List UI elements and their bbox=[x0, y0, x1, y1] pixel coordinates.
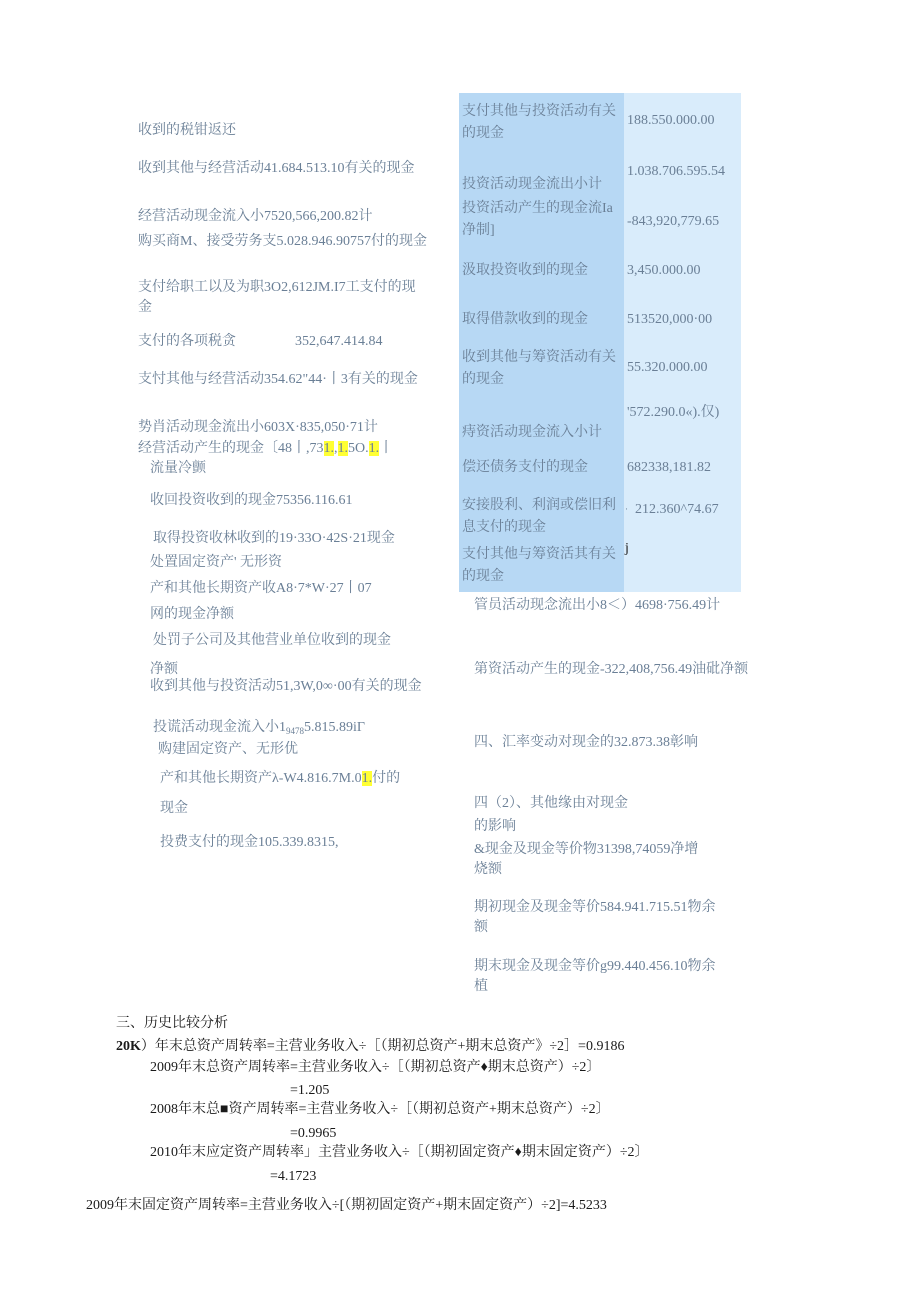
table-row-value: -843,920,779.65 bbox=[627, 214, 720, 229]
table-row-label: 偿还债务支付的现金 bbox=[462, 460, 588, 475]
line-net-amount: 净额 bbox=[150, 662, 178, 677]
table-row-label: 安接股利、利润或偿旧利息支付的现金 bbox=[462, 498, 616, 535]
formula-line: 2009年末总资产周转率=主营业务收入÷［（期初总资产♦期末总资产）÷2〕 bbox=[150, 1060, 601, 1075]
formula-line bbox=[116, 1037, 624, 1057]
line-investment-recovered: 收回投资收到的现金75356.116.61 bbox=[150, 493, 353, 508]
line-goods-services-paid: 购买商M、接受劳务支5.028.946.90757付的现金 bbox=[138, 234, 427, 249]
table-row-value: '572.290.0«).仅) bbox=[627, 405, 720, 420]
line-operating-net-cash bbox=[138, 439, 393, 459]
table-row-label: 投资活动现金流出小计 bbox=[462, 177, 602, 192]
text-fragment: ）年末总资产周转率=主营业务收入÷［（期初总资产+期末总资产》÷2］=0.9186 bbox=[140, 1039, 625, 1054]
table-row-label: 汲取投资收到的现金 bbox=[462, 263, 588, 278]
text-fragment: , bbox=[334, 441, 338, 456]
table-row-value: 188.550.000.00 bbox=[627, 113, 715, 128]
line-long-term-assets-received: 产和其他长期资产收A8·7*W·27丨07 bbox=[150, 581, 372, 596]
line-other-reasons-effect: 四（2）、其他缘由对现金 bbox=[474, 796, 628, 811]
line-construction-fixed-assets: 购建固定资产、无形优 bbox=[158, 742, 298, 757]
line-exchange-rate-effect: 四、汇率变动对现金的32.873.38彰响 bbox=[474, 735, 698, 750]
investing-financing-table bbox=[459, 93, 741, 592]
line-tax-refund: 收到的税钳返还 bbox=[138, 123, 236, 138]
table-row-value: 55.320.000.00 bbox=[627, 360, 708, 375]
formula-result: =4.1723 bbox=[270, 1169, 317, 1184]
line-investment-income: 取得投资收林收到的19·33O·42S·21现金 bbox=[153, 531, 395, 546]
table-row-label: 投资活动产生的现金流Ia净制] bbox=[462, 201, 613, 238]
table-row-label: 取得借款收到的现金 bbox=[462, 312, 588, 327]
line-financing-net-cash: 第资活动产生的现金-322,408,756.49油砒净额 bbox=[474, 662, 749, 677]
table-row-value: 513520,000·00 bbox=[627, 312, 713, 327]
line-cash: 现金 bbox=[160, 801, 188, 816]
table-row-value: j bbox=[625, 541, 629, 556]
section-heading: 三、历史比较分析 bbox=[116, 1016, 228, 1031]
line-operating-inflow-subtotal: 经营活动现金流入小7520,566,200.82计 bbox=[138, 209, 373, 224]
text-fragment: 5.815.89iΓ bbox=[304, 720, 365, 735]
table-row-label: 支付其他与投资活动有关的现金 bbox=[462, 104, 616, 141]
line-other-investing-inflow: 收到其他与投资活动51,3W,0∞·00有关的现金 bbox=[150, 679, 422, 694]
line-taxes-paid-value: 352,647.414.84 bbox=[295, 334, 383, 349]
line-opening-cash-balance: 期初现金及现金等价584.941.715.51物余额 bbox=[474, 900, 716, 935]
line-closing-cash-balance: 期末现金及现金等价g99.440.456.10物余植 bbox=[474, 959, 716, 994]
text-fragment: 5O. bbox=[348, 441, 369, 456]
line-operating-outflow-subtotal: 势肖活动现金流出小603X·835,050·71计 bbox=[138, 420, 378, 435]
line-cashflow-net: 流量冷颤 bbox=[150, 461, 206, 476]
text-fragment: 付的 bbox=[372, 771, 401, 786]
formula-line: 2008年末总■资产周转率=主营业务收入÷［（期初总资产+期末总资产）÷2〕 bbox=[150, 1102, 610, 1117]
line-financing-outflow-subtotal: 管员活动现念流出小8＜）4698·756.49计 bbox=[474, 598, 721, 613]
text-fragment: 产和其他长期资产λ-W4.816.7M.0 bbox=[160, 771, 362, 786]
line-taxes-paid-label: 支付的各项税贪 bbox=[138, 334, 236, 349]
line-net-cash-amount: 网的现金净额 bbox=[150, 607, 234, 622]
table-row-dot: · bbox=[625, 504, 628, 514]
table-row-value: 212.360^74.67 bbox=[635, 502, 719, 517]
highlight-mark: 1. bbox=[361, 771, 373, 786]
table-row-label: 支付其他与筹资活其有关的现金 bbox=[462, 547, 616, 584]
table-row-value: 682338,181.82 bbox=[627, 460, 711, 475]
line-net-increase-cash: &现金及现金等价物31398,74059净增烧额 bbox=[474, 842, 699, 877]
formula-result: =0.9965 bbox=[290, 1126, 337, 1141]
line-other-operating-outflow: 支忖其他与经营活动354.62"44·丨3有关的现金 bbox=[138, 372, 418, 387]
formula-line: 2010年末应定资产周转率」主营业务收入÷［（期初固定资产♦期末固定资产）÷2〕 bbox=[150, 1145, 649, 1160]
table-row-value: 3,450.000.00 bbox=[627, 263, 701, 278]
highlight-mark: 1. bbox=[323, 441, 334, 456]
line-subsidiary-disposal: 处罚子公司及其他营业单位收到的现金 bbox=[153, 633, 391, 648]
line-other-operating-inflow: 收到其他与经营活动41.684.513.10有关的现金 bbox=[138, 161, 415, 176]
table-row-label: 收到其他与筹资活动有关的现金 bbox=[462, 350, 616, 387]
text-fragment: 丨 bbox=[379, 441, 394, 456]
table-row-value: 1.038.706.595.54 bbox=[627, 164, 725, 179]
line-disposal-fixed-assets: 处置固定资产' 无形资 bbox=[150, 555, 283, 570]
line-long-term-assets-paid bbox=[160, 769, 400, 789]
line-employee-paid: 支付给职工以及为职3O2,612JM.I7工支付的现金 bbox=[138, 280, 416, 315]
text-fragment: 20K bbox=[116, 1039, 141, 1054]
line-investment-paid: 投费支付的现金105.339.8315, bbox=[160, 835, 339, 850]
text-fragment: 经营活动产生的现金〔48丨,73 bbox=[138, 441, 324, 456]
subscript-fragment: 9478 bbox=[286, 726, 304, 736]
highlight-mark: 1. bbox=[368, 441, 380, 456]
formula-line: 2009年末固定资产周转率=主营业务收入÷[（期初固定资产+期末固定资产）÷2]=4.5233 bbox=[86, 1198, 607, 1213]
text-fragment: 投谎活动现金流入小1 bbox=[153, 720, 286, 735]
formula-result: =1.205 bbox=[290, 1083, 330, 1098]
line-investing-inflow-subtotal bbox=[153, 718, 365, 741]
highlight-mark: 1. bbox=[337, 441, 348, 456]
table-row-label: 痔资活动现金流入小计 bbox=[462, 425, 602, 440]
line-other-reasons-effect-cont: 的影响 bbox=[474, 819, 516, 834]
